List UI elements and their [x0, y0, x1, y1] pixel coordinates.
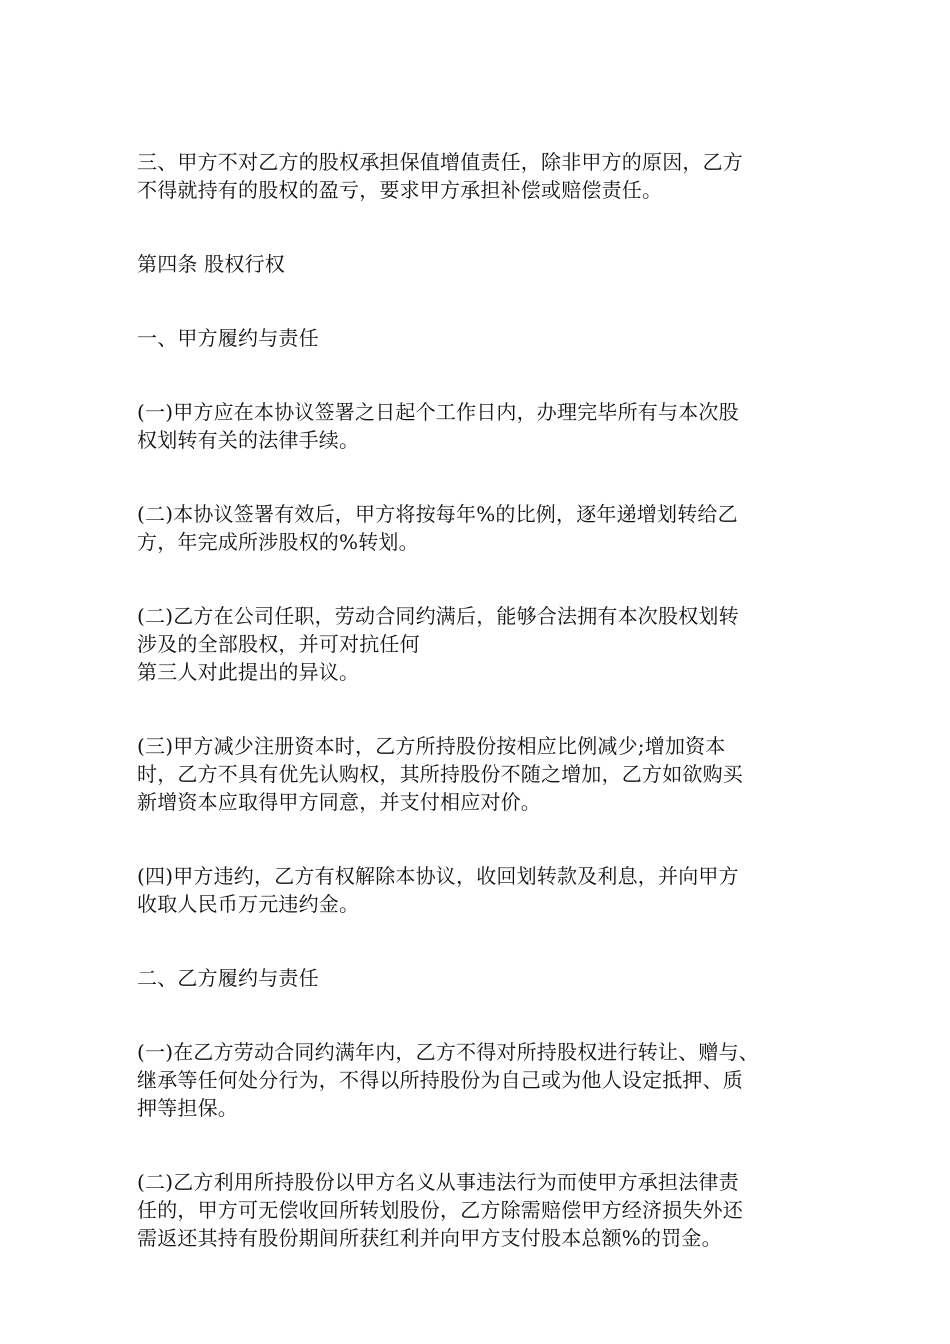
section-2-item-2: (二)乙方利用所持股份以甲方名义从事违法行为而使甲方承担法律责 任的，甲方可无偿收回所转划股份，乙方除需赔偿甲方经济损失外还 需返还其持有股份期间所获红利并向甲方支付股本总额%的罚金。	[137, 1170, 743, 1250]
section-1-item-4: (四)甲方违约，乙方有权解除本协议，收回划转款及利息，并向甲方 收取人民币万元违约金。	[137, 864, 739, 916]
article-4-heading: 第四条 股权行权	[137, 252, 285, 276]
document-body	[137, 148, 837, 1298]
section-2-heading: 二、乙方履约与责任	[137, 966, 319, 990]
section-1-item-2b: (二)乙方在公司任职，劳动合同约满后，能够合法拥有本次股权划转 涉及的全部股权，并可对抗任何 第三人对此提出的异议。	[137, 604, 739, 684]
section-2-item-1: (一)在乙方劳动合同约满年内，乙方不得对所持股权进行转让、赠与、 继承等任何处分行为，不得以所持股份为自己或为他人设定抵押、质 押等担保。	[137, 1040, 760, 1120]
section-1-heading: 一、甲方履约与责任	[137, 326, 319, 350]
section-1-item-2a: (二)本协议签署有效后，甲方将按每年%的比例，逐年递增划转给乙 方，年完成所涉股权的%转划。	[137, 502, 738, 554]
section-1-item-3: (三)甲方减少注册资本时，乙方所持股份按相应比例减少;增加资本 时，乙方不具有优先认购权，其所持股份不随之增加，乙方如欲购买 新增资本应取得甲方同意，并支付相应对价。	[137, 734, 743, 814]
section-1-item-1: (一)甲方应在本协议签署之日起个工作日内，办理完毕所有与本次股 权划转有关的法律手续。	[137, 400, 739, 452]
clause-3-no-value-guarantee: 三、甲方不对乙方的股权承担保值增值责任，除非甲方的原因，乙方 不得就持有的股权的盈亏，要求甲方承担补偿或赔偿责任。	[137, 150, 743, 202]
